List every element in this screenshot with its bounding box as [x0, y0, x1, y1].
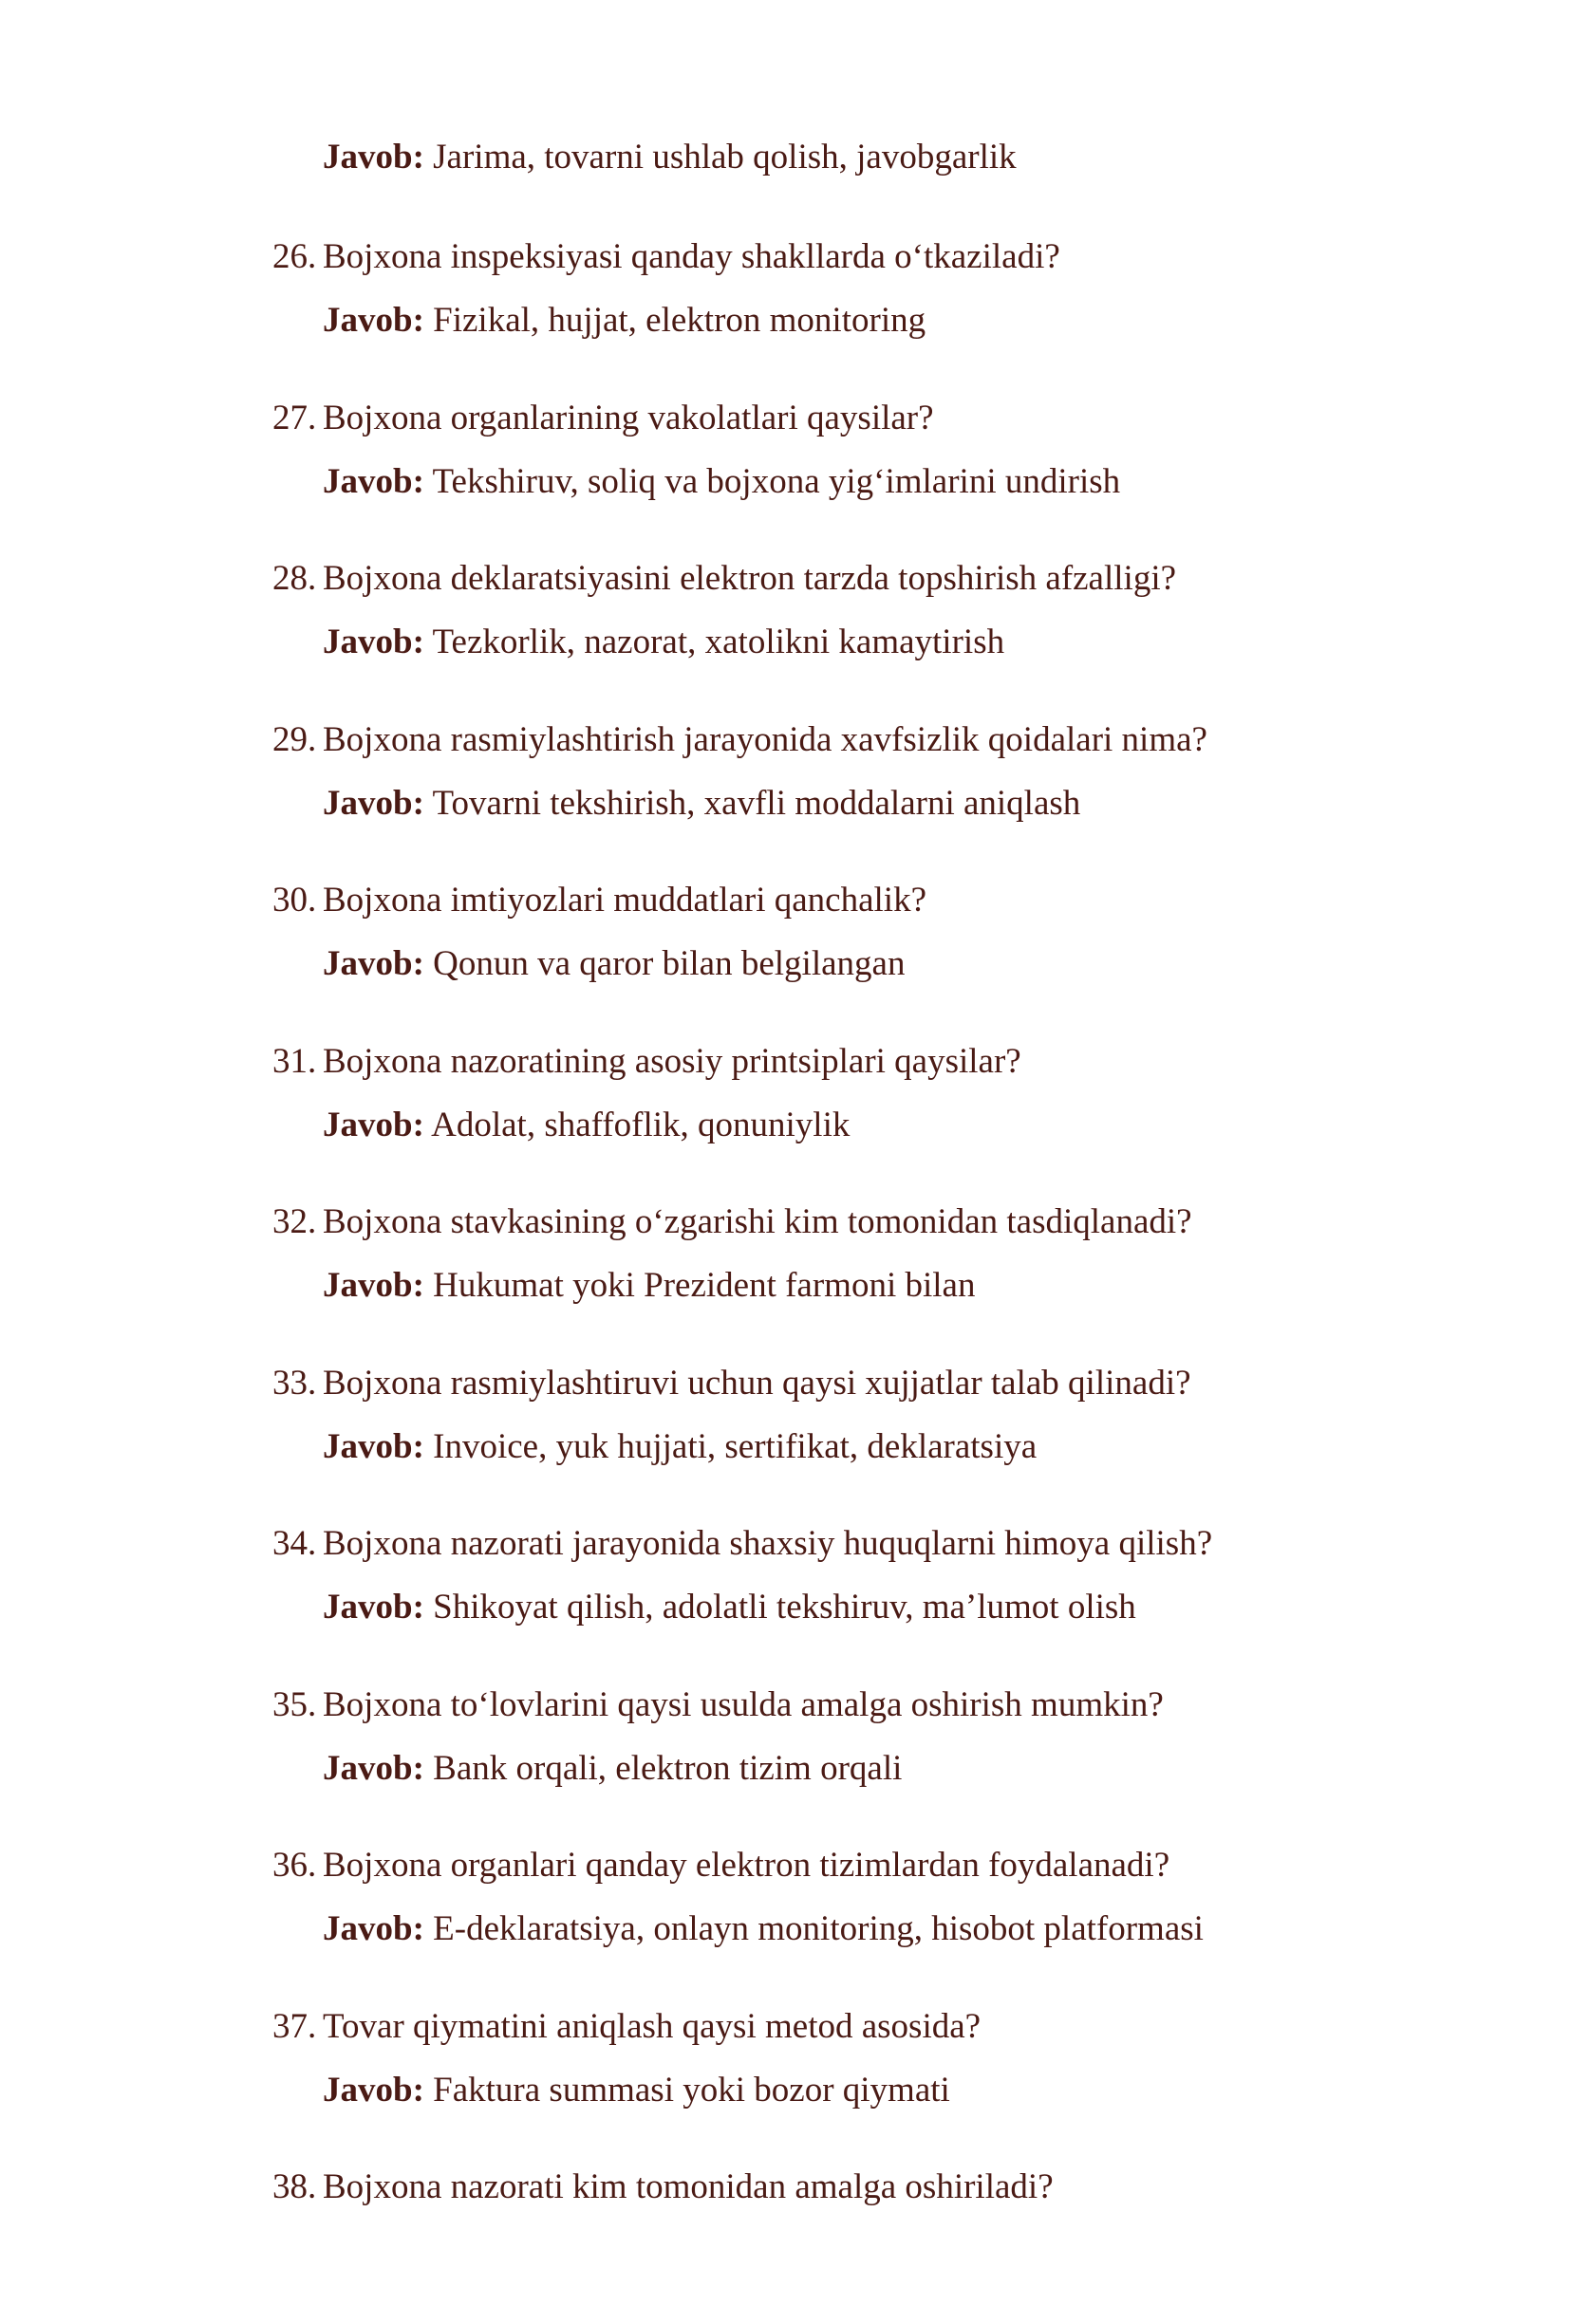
qa-item: [272, 1359, 1412, 1520]
question-line: [272, 2002, 981, 2052]
answer-text: Adolat, shaffoflik, qonuniylik: [431, 1105, 851, 1144]
answer-text: E-deklaratsiya, onlayn monitoring, hisobot platformasi: [433, 1909, 1204, 1948]
qa-item: [272, 716, 1412, 877]
question-line: [272, 394, 934, 443]
answer-line: [323, 1583, 1136, 1632]
answer-label: Javob:: [323, 783, 424, 823]
answer-line: [323, 1261, 975, 1311]
question-text: Bojxona rasmiylashtiruvi uchun qaysi xujjatlar talab qilinadi?: [323, 1363, 1191, 1403]
question-line: [272, 1037, 1021, 1087]
qa-item: [272, 876, 1412, 1037]
question-text: Bojxona nazoratining asosiy printsiplari qaysilar?: [323, 1041, 1021, 1081]
question-list: [272, 232, 1412, 2324]
question-line: [272, 232, 1060, 282]
question-text: Tovar qiymatini aniqlash qaysi metod asosida?: [323, 2006, 982, 2046]
qa-item: [272, 1037, 1412, 1199]
question-text: Bojxona organlarining vakolatlari qaysilar?: [323, 398, 934, 437]
answer-line: [323, 779, 1080, 828]
answer-label: Javob:: [323, 138, 424, 177]
qa-item: [272, 1681, 1412, 1842]
question-number: 38.: [272, 2167, 317, 2206]
question-text: Bojxona organlari qanday elektron tizimlardan foydalanadi?: [323, 1846, 1170, 1885]
answer-text: Fizikal, hujjat, elektron monitoring: [433, 301, 926, 340]
question-line: [272, 1681, 1164, 1730]
answer-line: [323, 133, 1017, 182]
answer-text: Tekshiruv, soliq va bojxona yig‘imlarini undirish: [432, 461, 1121, 501]
answer-label: Javob:: [323, 1909, 424, 1948]
question-number: 33.: [272, 1363, 317, 1403]
question-number: 27.: [272, 398, 317, 437]
answer-label: Javob:: [323, 2070, 424, 2110]
answer-text: Jarima, tovarni ushlab qolish, javobgarlik: [433, 138, 1017, 177]
answer-line: [323, 2066, 950, 2115]
answer-label: Javob:: [323, 1588, 424, 1627]
question-number: 29.: [272, 719, 317, 759]
question-number: 36.: [272, 1846, 317, 1885]
question-text: Bojxona stavkasining o‘zgarishi kim tomonidan tasdiqlanadi?: [323, 1202, 1192, 1241]
question-text: Bojxona imtiyozlari muddatlari qanchalik?: [323, 881, 927, 920]
answer-line: [323, 1905, 1204, 1954]
question-text: Bojxona to‘lovlarini qaysi usulda amalga oshirish mumkin?: [323, 1684, 1164, 1724]
answer-label: Javob:: [323, 461, 424, 501]
qa-item: [272, 232, 1412, 394]
answer-line: [323, 618, 1004, 667]
answer-label: Javob:: [323, 1748, 424, 1788]
qa-item: [272, 2002, 1412, 2164]
question-number: 30.: [272, 881, 317, 920]
answer-label: Javob:: [323, 1105, 424, 1144]
question-text: Bojxona inspeksiyasi qanday shakllarda o‘tkaziladi?: [323, 237, 1060, 276]
qa-item: [272, 1519, 1412, 1681]
answer-line: [323, 1422, 1037, 1472]
answer-text: Hukumat yoki Prezident farmoni bilan: [433, 1266, 976, 1305]
question-line: [272, 716, 1207, 765]
qa-item: [272, 1198, 1412, 1359]
question-number: 34.: [272, 1524, 317, 1563]
answer-label: Javob:: [323, 944, 424, 983]
question-number: 31.: [272, 1041, 317, 1081]
question-line: [272, 1519, 1212, 1569]
question-number: 26.: [272, 237, 317, 276]
answer-text: Faktura summasi yoki bozor qiymati: [433, 2070, 950, 2110]
answer-line: [323, 1744, 902, 1794]
question-number: 32.: [272, 1202, 317, 1241]
question-line: [272, 876, 926, 925]
qa-item: [272, 1841, 1412, 2002]
answer-text: Tezkorlik, nazorat, xatolikni kamaytirish: [432, 623, 1005, 661]
answer-line: [323, 457, 1120, 507]
question-line: [272, 554, 1176, 604]
answer-label: Javob:: [323, 1426, 424, 1466]
question-text: Bojxona deklaratsiyasini elektron tarzda topshirish afzalligi?: [323, 559, 1177, 598]
question-text: Bojxona nazorati kim tomonidan amalga oshiriladi?: [323, 2167, 1054, 2206]
question-number: 37.: [272, 2006, 317, 2046]
question-line: [272, 1198, 1192, 1247]
question-number: 28.: [272, 559, 317, 598]
answer-line: [323, 939, 905, 989]
answer-label: Javob:: [323, 623, 424, 661]
answer-text: Shikoyat qilish, adolatli tekshiruv, ma’lumot olish: [433, 1588, 1136, 1627]
answer-text: Invoice, yuk hujjati, sertifikat, deklaratsiya: [433, 1426, 1038, 1466]
question-text: Bojxona nazorati jarayonida shaxsiy huquqlarni himoya qilish?: [323, 1524, 1213, 1563]
answer-text: Bank orqali, elektron tizim orqali: [433, 1748, 903, 1788]
qa-item: [272, 554, 1412, 716]
question-number: 35.: [272, 1684, 317, 1724]
answer-label: Javob:: [323, 1266, 424, 1305]
question-line: [272, 2163, 1054, 2212]
qa-item: [272, 2163, 1412, 2324]
answer-text: Qonun va qaror bilan belgilangan: [433, 944, 906, 983]
question-line: [272, 1359, 1191, 1408]
question-text: Bojxona rasmiylashtirish jarayonida xavfsizlik qoidalari nima?: [323, 719, 1207, 759]
answer-text: Tovarni tekshirish, xavfli moddalarni aniqlash: [432, 783, 1081, 823]
question-line: [272, 1841, 1169, 1890]
answer-label: Javob:: [323, 301, 424, 340]
answer-line: [323, 1101, 850, 1150]
answer-line: [323, 296, 926, 345]
qa-item: [272, 394, 1412, 555]
